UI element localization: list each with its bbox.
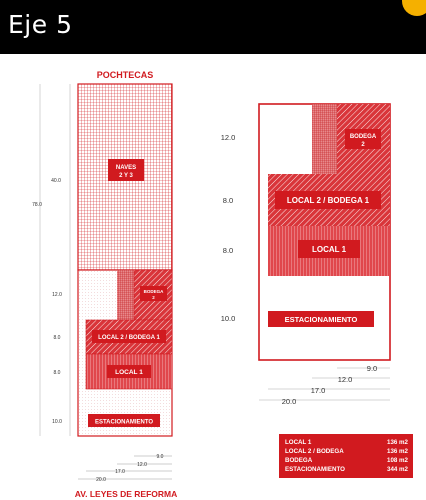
detail-bodega-2-line1: BODEGA bbox=[349, 134, 377, 140]
dim-bottom-12: 12.0 bbox=[137, 462, 147, 468]
detail-bodega-column bbox=[312, 104, 337, 174]
area-row-name: BODEGA bbox=[285, 457, 313, 464]
detail-dim-bottom-20: 20.0 bbox=[281, 397, 297, 406]
area-row-value: 136 m2 bbox=[387, 448, 408, 455]
street-label-bottom: AV. LEYES DE REFORMA bbox=[74, 489, 178, 499]
area-row-name: ESTACIONAMIENTO bbox=[285, 466, 345, 473]
area-row-value: 344 m2 bbox=[387, 466, 408, 473]
detail-dim-bottom-12: 12.0 bbox=[337, 375, 353, 384]
street-label-top: POCHTECAS bbox=[96, 70, 154, 80]
detail-bodega-2-line2: 2 bbox=[361, 142, 365, 148]
dim-bottom-20: 20.0 bbox=[96, 477, 106, 483]
detail-local-1-label: LOCAL 1 bbox=[311, 245, 347, 254]
dim-8a: 8.0 bbox=[53, 335, 61, 341]
detail-dim-bottom-9: 9.0 bbox=[366, 364, 378, 373]
floor-plan-drawing bbox=[0, 54, 426, 500]
dim-8b: 8.0 bbox=[53, 370, 61, 376]
dim-bottom-17: 17.0 bbox=[115, 469, 125, 475]
area-row-value: 108 m2 bbox=[387, 457, 408, 464]
dim-78: 78.0 bbox=[32, 202, 42, 208]
naves-label-line2: 2 Y 3 bbox=[119, 173, 133, 179]
bodega-2-label-line2: 2 bbox=[152, 295, 155, 300]
detail-parking-label: ESTACIONAMIENTO bbox=[284, 315, 358, 324]
detail-dim-10: 10.0 bbox=[220, 314, 236, 323]
area-row-value: 136 m2 bbox=[387, 439, 408, 446]
local-2-label: LOCAL 2 / BODEGA 1 bbox=[98, 335, 160, 341]
detail-local-2-label: LOCAL 2 / BODEGA 1 bbox=[286, 196, 370, 205]
detail-dim-8b: 8.0 bbox=[222, 246, 234, 255]
floor-plan-sheet bbox=[0, 54, 426, 500]
area-row-name: LOCAL 1 bbox=[285, 439, 312, 446]
bodega-2-label-line1: BODEGA bbox=[143, 289, 164, 294]
bodega-column bbox=[117, 270, 134, 320]
detail-dim-12: 12.0 bbox=[220, 133, 236, 142]
dim-12: 12.0 bbox=[52, 292, 62, 298]
status-dot bbox=[402, 0, 426, 16]
area-row-name: LOCAL 2 / BODEGA bbox=[285, 448, 344, 455]
parking-label: ESTACIONAMIENTO bbox=[94, 419, 154, 426]
dim-10: 10.0 bbox=[52, 419, 62, 425]
detail-dim-bottom-17: 17.0 bbox=[310, 386, 326, 395]
dim-40: 40.0 bbox=[51, 178, 61, 184]
dim-bottom-9: 9.0 bbox=[156, 454, 164, 460]
local-1-label: LOCAL 1 bbox=[115, 369, 143, 376]
naves-label-line1: NAVES bbox=[115, 165, 137, 171]
page-title: Eje 5 bbox=[8, 10, 73, 39]
detail-dim-8a: 8.0 bbox=[222, 196, 234, 205]
